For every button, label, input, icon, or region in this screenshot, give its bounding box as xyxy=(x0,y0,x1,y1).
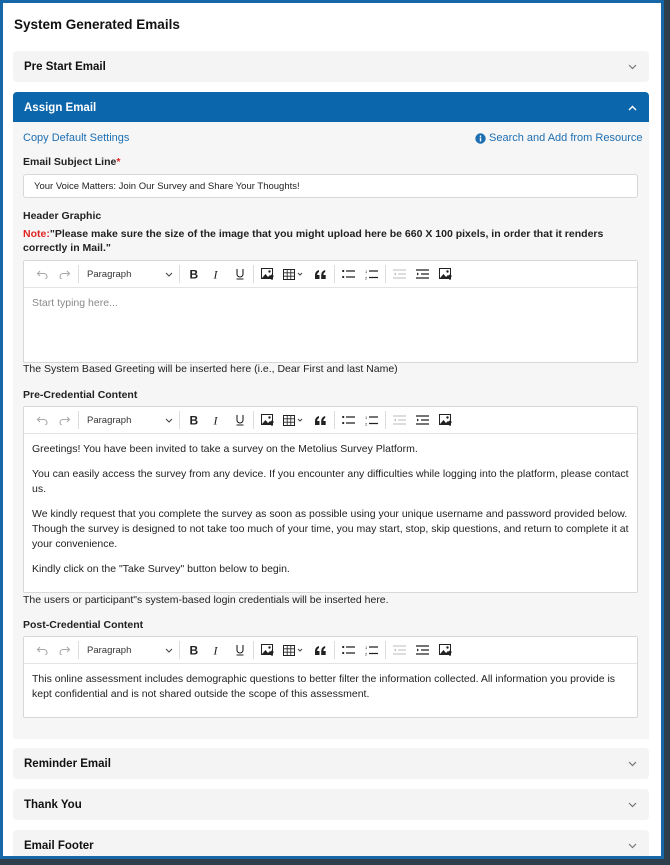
table-icon[interactable] xyxy=(279,264,309,284)
credentials-helper-text: The users or participant"s system-based login credentials will be inserted here. xyxy=(23,594,389,606)
chevron-down-icon xyxy=(165,648,173,653)
bulleted-list-icon[interactable] xyxy=(337,410,360,430)
insert-image-icon[interactable] xyxy=(256,640,279,660)
editor-paragraph: Greetings! You have been invited to take a survey on the Metolius Survey Platform. xyxy=(32,443,418,455)
toolbar-divider xyxy=(385,265,386,283)
header-graphic-editor-area[interactable] xyxy=(24,288,637,319)
underline-icon[interactable] xyxy=(228,640,251,660)
blockquote-icon[interactable] xyxy=(309,264,332,284)
search-add-resource-link[interactable] xyxy=(475,132,642,144)
svg-text:B: B xyxy=(189,644,198,656)
svg-text:1: 1 xyxy=(365,268,368,274)
accordion-label: Thank You xyxy=(24,798,82,811)
svg-text:1: 1 xyxy=(365,644,368,650)
italic-icon[interactable] xyxy=(205,410,228,430)
editor-paragraph: Kindly click on the "Take Survey" button below to begin. xyxy=(32,563,290,575)
blockquote-icon[interactable] xyxy=(309,410,332,430)
accordion-label: Pre Start Email xyxy=(24,60,106,73)
redo-icon[interactable] xyxy=(53,410,76,430)
editor-toolbar xyxy=(24,637,637,664)
underline-icon[interactable] xyxy=(228,410,251,430)
page-title: System Generated Emails xyxy=(14,17,180,32)
insert-image-icon[interactable] xyxy=(256,410,279,430)
numbered-list-icon[interactable] xyxy=(360,264,383,284)
chevron-up-icon xyxy=(626,102,638,114)
post-credential-label: Post-Credential Content xyxy=(23,619,144,631)
outdent-icon[interactable] xyxy=(388,264,411,284)
toolbar-divider xyxy=(253,265,254,283)
svg-text:I: I xyxy=(213,644,217,656)
redo-icon[interactable] xyxy=(53,640,76,660)
chevron-down-icon xyxy=(626,61,638,73)
indent-icon[interactable] xyxy=(411,410,434,430)
indent-icon[interactable] xyxy=(411,264,434,284)
svg-text:B: B xyxy=(189,414,198,426)
italic-icon[interactable] xyxy=(205,640,228,660)
editor-paragraph: We kindly request that you complete the survey as soon as possible using your unique username and password provided below. Though the survey is designed to not take too much of your time, you may start, stop, skip questions, and return to complete it at your convenience. xyxy=(32,508,629,550)
editor-toolbar xyxy=(24,261,637,288)
redo-icon[interactable] xyxy=(53,264,76,284)
undo-icon[interactable] xyxy=(30,264,53,284)
subject-line-input[interactable]: Your Voice Matters: Join Our Survey and Share Your Thoughts! xyxy=(23,174,638,198)
toolbar-divider xyxy=(78,641,79,659)
editor-paragraph: This online assessment includes demographic questions to better filter the information collected. All information you provide is kept confidential and is not shared outside the scope of this assessment. xyxy=(32,673,616,700)
post-credential-editor[interactable] xyxy=(23,636,638,718)
toolbar-divider xyxy=(334,411,335,429)
editor-toolbar xyxy=(24,407,637,434)
paragraph-format-dropdown[interactable]: Paragraph xyxy=(81,410,177,430)
insert-image-icon[interactable] xyxy=(256,264,279,284)
undo-icon[interactable] xyxy=(30,410,53,430)
upload-image-icon[interactable] xyxy=(434,640,457,660)
editor-paragraph: You can easily access the survey from any device. If you encounter any difficulties while logging into the platform, please contact us. xyxy=(32,468,629,495)
bold-icon[interactable] xyxy=(182,410,205,430)
indent-icon[interactable] xyxy=(411,640,434,660)
svg-text:B: B xyxy=(189,268,198,280)
blockquote-icon[interactable] xyxy=(309,640,332,660)
bulleted-list-icon[interactable] xyxy=(337,264,360,284)
upload-image-icon[interactable] xyxy=(434,264,457,284)
bold-icon[interactable] xyxy=(182,640,205,660)
toolbar-divider xyxy=(253,411,254,429)
image-size-note: Note:"Please make sure the size of the image that you might upload here be 660 X 100 pixels, in order that it renders correctly in Mail." xyxy=(23,228,604,254)
accordion-assign-email[interactable] xyxy=(13,92,649,123)
svg-text:2: 2 xyxy=(365,421,368,426)
toolbar-divider xyxy=(334,641,335,659)
toolbar-divider xyxy=(385,411,386,429)
chevron-down-icon xyxy=(165,418,173,423)
svg-text:I: I xyxy=(213,268,217,280)
toolbar-divider xyxy=(253,641,254,659)
editor-placeholder: Start typing here... xyxy=(32,297,118,309)
info-circle-icon xyxy=(475,133,486,144)
toolbar-divider xyxy=(334,265,335,283)
toolbar-divider xyxy=(385,641,386,659)
accordion-label: Email Footer xyxy=(24,839,94,852)
accordion-email-footer[interactable] xyxy=(13,830,649,859)
bold-icon[interactable] xyxy=(182,264,205,284)
search-add-resource-label: Search and Add from Resource xyxy=(489,132,643,144)
toolbar-divider xyxy=(78,265,79,283)
numbered-list-icon[interactable] xyxy=(360,640,383,660)
header-graphic-label: Header Graphic xyxy=(23,210,102,222)
toolbar-divider xyxy=(179,641,180,659)
pre-credential-editor-area[interactable] xyxy=(24,434,637,595)
toolbar-divider xyxy=(179,411,180,429)
svg-text:I: I xyxy=(213,414,217,426)
chevron-down-icon xyxy=(626,840,638,852)
italic-icon[interactable] xyxy=(205,264,228,284)
accordion-pre-start-email[interactable] xyxy=(13,51,649,82)
svg-text:1: 1 xyxy=(365,414,368,420)
copy-default-settings-link[interactable]: Copy Default Settings xyxy=(23,132,130,144)
chevron-down-icon xyxy=(626,758,638,770)
bulleted-list-icon[interactable] xyxy=(337,640,360,660)
chevron-down-icon xyxy=(165,272,173,277)
post-credential-editor-area[interactable] xyxy=(24,664,637,720)
pre-credential-editor[interactable] xyxy=(23,406,638,593)
svg-text:2: 2 xyxy=(365,651,368,656)
accordion-label: Reminder Email xyxy=(24,757,111,770)
pre-credential-label: Pre-Credential Content xyxy=(23,389,138,401)
accordion-label: Assign Email xyxy=(24,101,97,114)
outdent-icon[interactable] xyxy=(388,640,411,660)
subject-line-label: Email Subject Line* xyxy=(23,156,121,168)
accordion-reminder-email[interactable] xyxy=(13,748,649,779)
table-icon[interactable] xyxy=(279,640,309,660)
chevron-down-icon xyxy=(626,799,638,811)
accordion-thank-you[interactable] xyxy=(13,789,649,820)
svg-text:2: 2 xyxy=(365,275,368,280)
paragraph-format-dropdown[interactable]: Paragraph xyxy=(81,264,177,284)
underline-icon[interactable] xyxy=(228,264,251,284)
undo-icon[interactable] xyxy=(30,640,53,660)
toolbar-divider xyxy=(179,265,180,283)
numbered-list-icon[interactable] xyxy=(360,410,383,430)
outdent-icon[interactable] xyxy=(388,410,411,430)
greeting-helper-text: The System Based Greeting will be inserted here (i.e., Dear First and last Name) xyxy=(23,363,398,375)
paragraph-format-dropdown[interactable]: Paragraph xyxy=(81,640,177,660)
toolbar-divider xyxy=(78,411,79,429)
assign-email-content xyxy=(13,122,649,739)
upload-image-icon[interactable] xyxy=(434,410,457,430)
table-icon[interactable] xyxy=(279,410,309,430)
required-marker: * xyxy=(116,156,121,168)
header-graphic-editor[interactable] xyxy=(23,260,638,363)
